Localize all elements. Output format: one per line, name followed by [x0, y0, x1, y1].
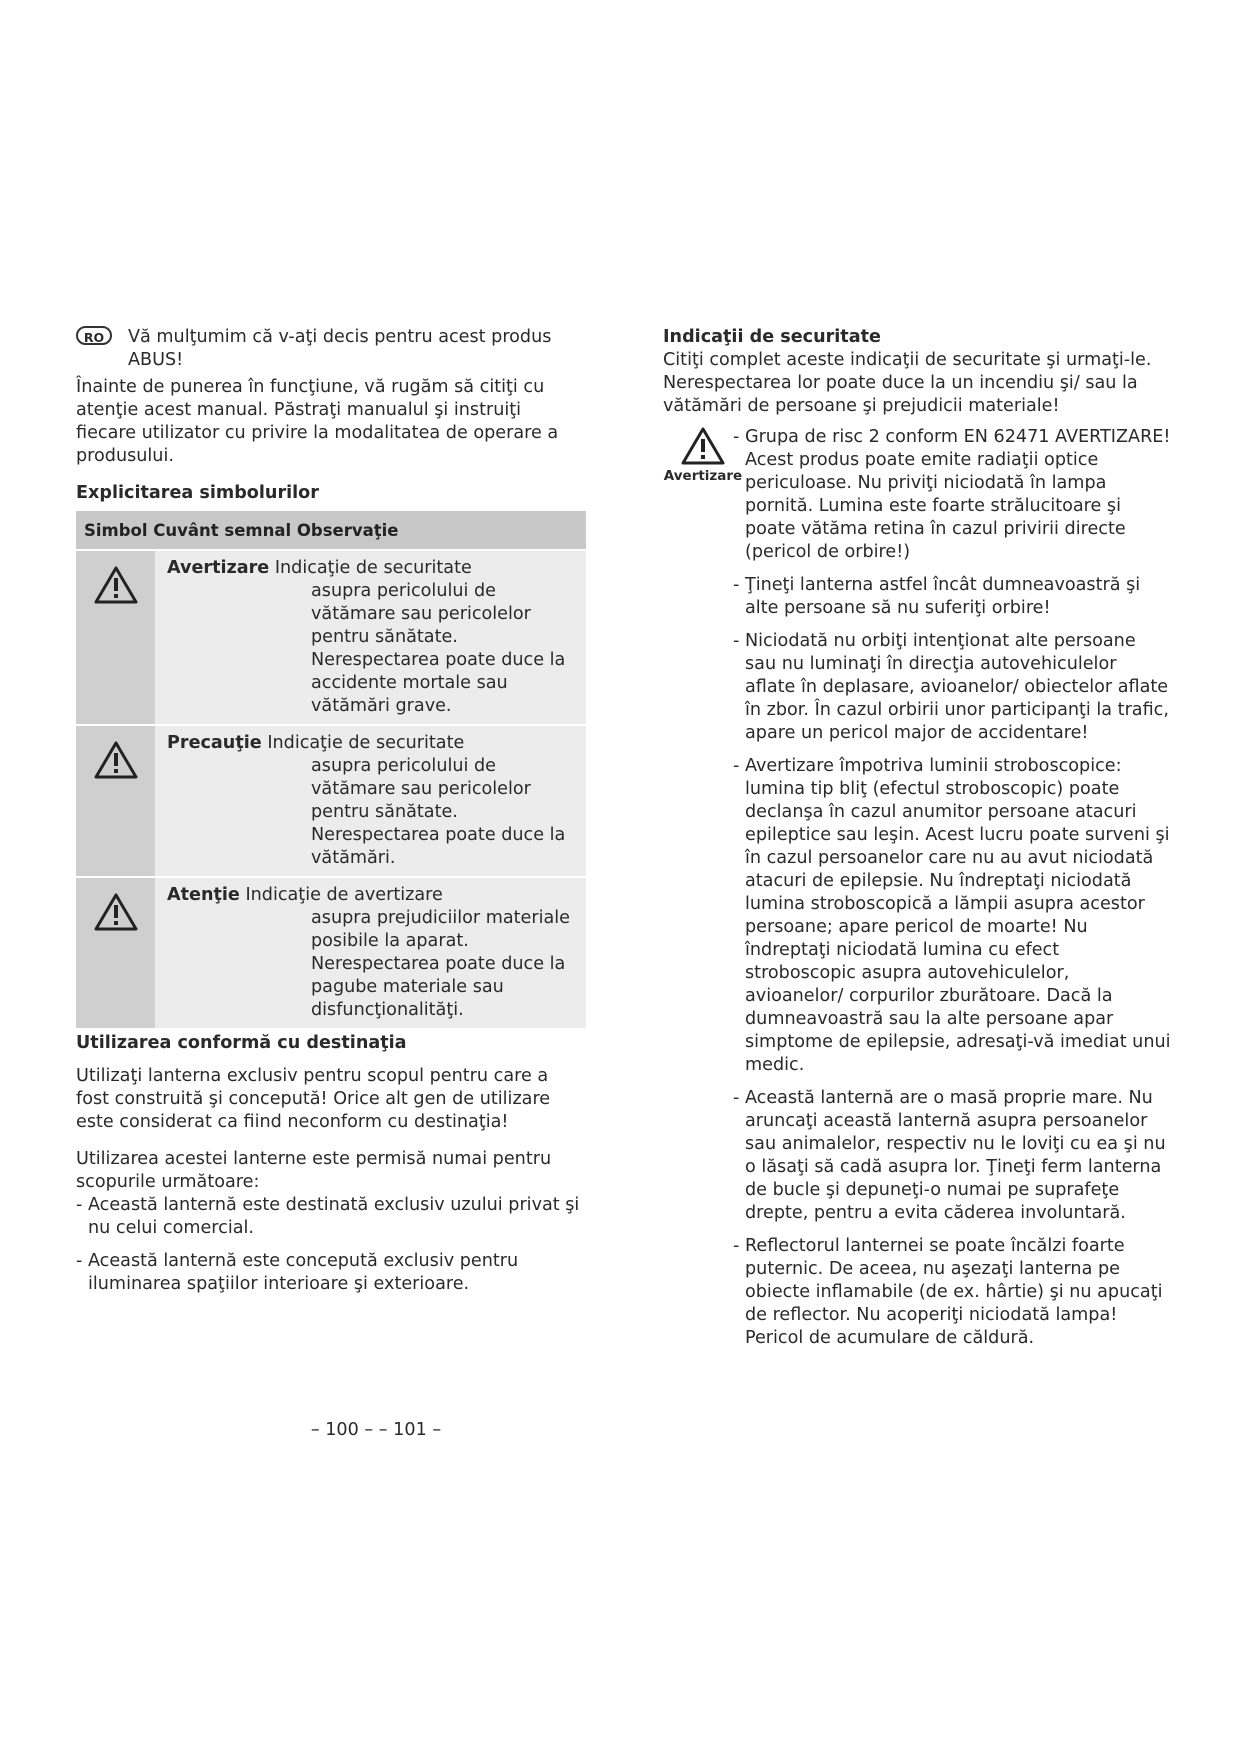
safety-heading: Indicaţii de securitate — [663, 327, 881, 347]
symbols-table-header — [76, 511, 586, 549]
page-numbers: – 100 – – 101 – — [310, 1420, 442, 1440]
symbols-table-row — [76, 724, 586, 876]
symbols-table-row — [76, 876, 586, 1028]
list-item: - Această lanternă are o masă proprie mare. Nu aruncaţi această lanternă asupra persoanelor sau animalelor, respectiv nu le loviţi cu ea şi nu o lăsaţi să cadă asupra lor. Ţineţi ferm lanterna de bucle şi depuneţi-o numai pe suprafeţe drepte, pentru a evita căderea involuntară. — [733, 1088, 1166, 1223]
list-item: - Niciodată nu orbiţi intenţionat alte persoane sau nu luminaţi în direcţia autovehiculelor aflate în deplasare, avioanelor/ obiectelor aflate în zbor. În cazul orbirii unor participanţi la trafic, apare un pericol major de accidentare! — [733, 631, 1169, 743]
safety-intro: Citiţi complet aceste indicaţii de securitate şi urmaţi-le. Nerespectarea lor poate duce la un incendiu şi/ sau la vătămări de persoane şi prejudicii materiale! — [663, 350, 1152, 416]
warning-label: Avertizare — [663, 468, 743, 484]
list-item: - Reflectorul lanternei se poate încălzi foarte puternic. De aceea, nu aşezaţi lanterna pe obiecte inflamabile (de ex. hârtie) şi nu apucaţi de reflector. Nu acoperiţi niciodată lampa! Pericol de acumulare de căldură. — [733, 1236, 1163, 1348]
before-use-text: Înainte de punerea în funcţiune, vă rugăm să citiţi cu atenţie acest manual. Păstraţi manualul şi instruiţi fiecare utilizator cu privire la modalitatea de operare a produsului. — [76, 377, 559, 466]
left-column — [76, 326, 586, 1296]
observation-first-line: Indicaţie de avertizare — [245, 885, 443, 905]
list-item: - Grupa de risc 2 conform EN 62471 AVERTIZARE! Acest produs poate emite radiaţii optice periculoase. Nu priviţi niciodată în lampa pornită. Lumina este foarte strălucitoare şi poate vătăma retina în cazul privirii directe (pericol de orbire!) — [733, 427, 1171, 562]
warning-symbol — [663, 426, 743, 484]
symbols-heading: Explicitarea simbolurilor — [76, 483, 319, 503]
symbols-table-row — [76, 549, 586, 724]
warning-triangle-icon — [93, 565, 139, 605]
signal-word-avertizare: Avertizare — [167, 558, 270, 578]
safety-warnings — [663, 426, 1171, 1350]
list-item: - Această lanternă este destinată exclusiv uzului privat şi nu celui comercial. — [76, 1195, 580, 1238]
observation-text: asupra prejudiciilor materiale posibile la aparat. Nerespectarea poate duce la pagube materiale sau disfuncţionalităţi. — [311, 908, 570, 1020]
right-column — [663, 326, 1171, 1360]
signal-word-precautie: Precauţie — [167, 733, 262, 753]
warning-triangle-icon — [93, 892, 139, 932]
observation-first-line: Indicaţie de securitate — [274, 558, 472, 578]
symbols-table-header-cell: Simbol Cuvânt semnal Observaţie — [76, 511, 586, 549]
observation-text: asupra pericolului de vătămare sau pericolelor pentru sănătate. Nerespectarea poate duce la vătămări. — [311, 756, 566, 868]
list-item: - Ţineţi lanterna astfel încât dumneavoastră şi alte persoane să nu suferiţi orbire! — [733, 575, 1141, 618]
intro-thanks — [76, 326, 586, 372]
symbols-table — [76, 511, 586, 1028]
signal-word-atentie: Atenţie — [167, 885, 240, 905]
warning-triangle-icon — [93, 740, 139, 780]
warning-triangle-icon — [680, 426, 726, 466]
intended-use-p2: Utilizarea acestei lanterne este permisă numai pentru scopurile următoare: — [76, 1149, 552, 1192]
intended-use-heading: Utilizarea conformă cu destinaţia — [76, 1033, 407, 1053]
list-item: - Această lanternă este concepută exclusiv pentru iluminarea spaţiilor interioare şi exterioare. — [76, 1251, 519, 1294]
observation-text: asupra pericolului de vătămare sau pericolelor pentru sănătate. Nerespectarea poate duce la accidente mortale sau vătămări grave. — [311, 581, 566, 716]
observation-first-line: Indicaţie de securitate — [267, 733, 465, 753]
intended-use-p1: Utilizaţi lanterna exclusiv pentru scopul pentru care a fost construită şi concepută! Orice alt gen de utilizare este considerat ca fiind neconform cu destinaţia! — [76, 1066, 551, 1132]
language-badge: RO — [76, 326, 112, 345]
thanks-text: Vă mulţumim că v-aţi decis pentru acest produs ABUS! — [128, 327, 552, 370]
list-item: - Avertizare împotriva luminii stroboscopice: lumina tip bliţ (efectul stroboscopic) poate declanşa în cazul anumitor persoane atacuri epileptice sau leşin. Acest lucru poate surveni şi în cazul persoanelor care nu au avut niciodată atacuri de epilepsie. Nu îndreptaţi niciodată lumina stroboscopică a lămpii asupra acestor persoane; apare pericol de moarte! Nu îndreptaţi niciodată lumina cu efect stroboscopic asupra autovehiculelor, avioanelor/ corpurilor zburătoare. Dacă la dumneavoastră sau la alte persoane apar simptome de epilepsie, adresaţi-vă imediat unui medic. — [733, 756, 1171, 1075]
warning-list — [733, 426, 1171, 1350]
